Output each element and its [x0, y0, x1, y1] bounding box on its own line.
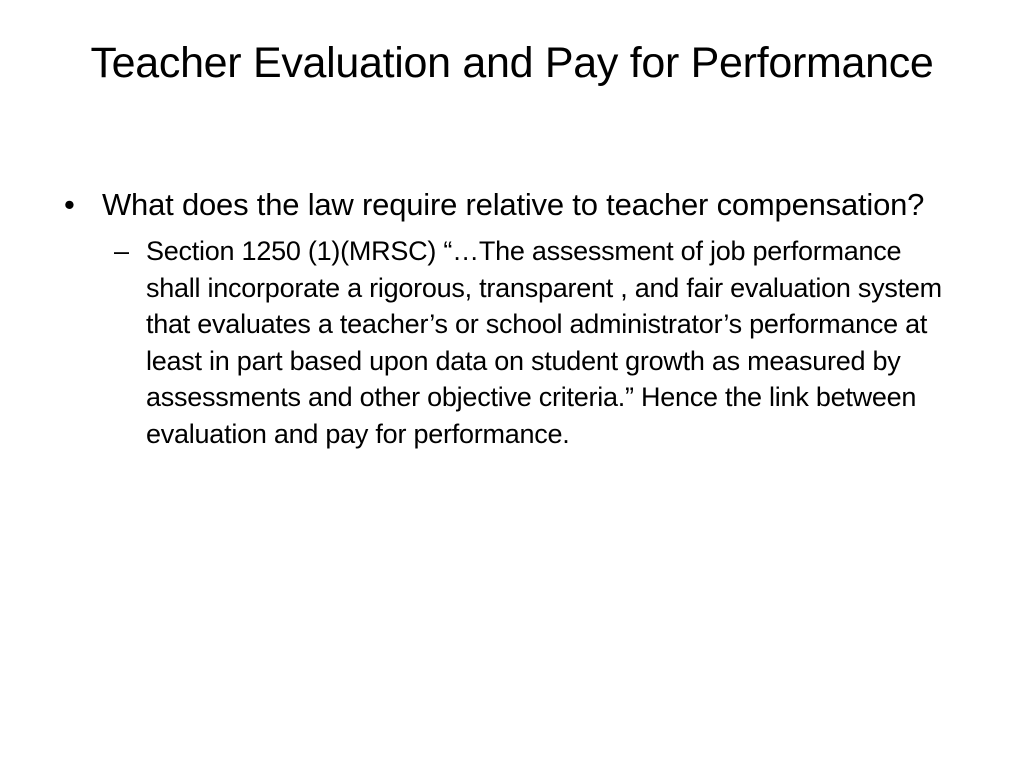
sub-bullet-marker: –	[114, 236, 129, 266]
slide-body	[60, 184, 960, 453]
sub-bullet-item	[102, 233, 960, 453]
slide-title: Teacher Evaluation and Pay for Performance	[90, 39, 934, 87]
bullet-marker: •	[64, 187, 75, 222]
bullet-text: What does the law require relative to teacher compensation?	[102, 187, 925, 222]
bullet-item	[60, 184, 960, 225]
sub-bullet-text: Section 1250 (1)(MRSC) “…The assessment of job performance shall incorporate a rigorous, transparent , and fair evaluation system that evaluates a teacher’s or school administrator’s performance at least in part based upon data on student growth as measured by assessments and other objective criteria.” Hence the link between evaluation and pay for performance.	[146, 236, 942, 449]
